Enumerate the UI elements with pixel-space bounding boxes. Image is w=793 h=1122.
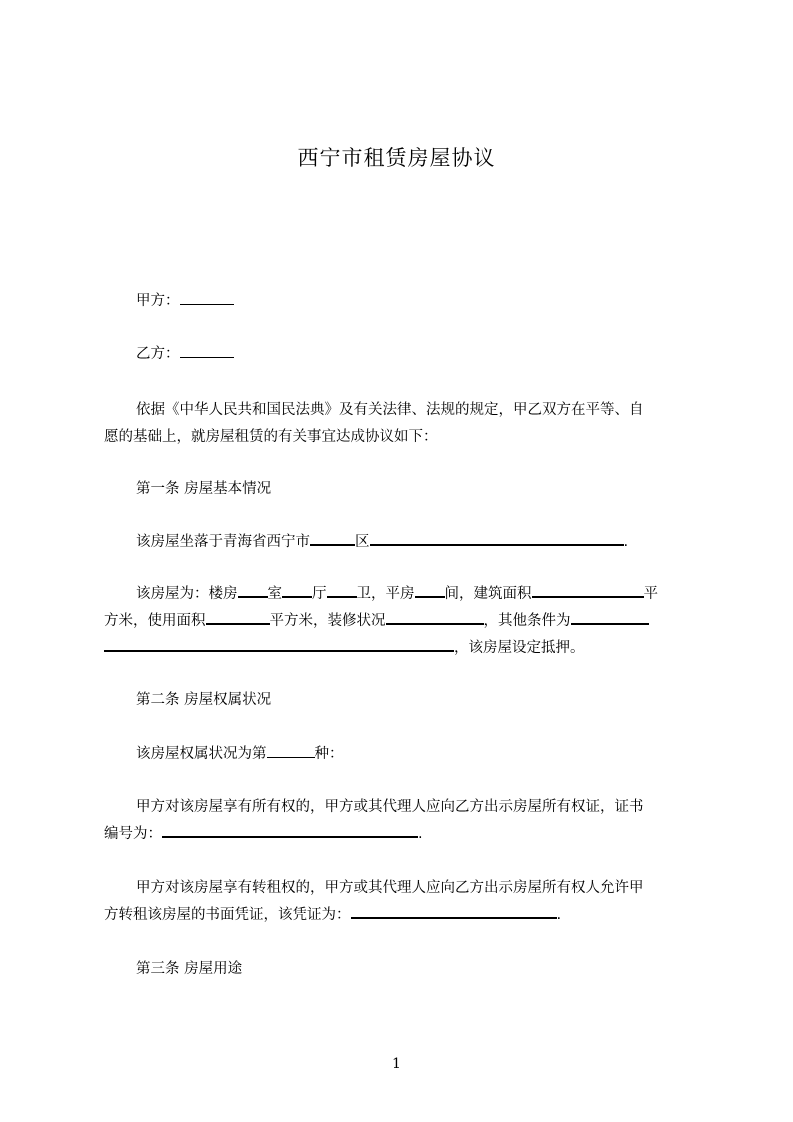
ownership-type-blank <box>267 743 315 758</box>
party-b-line <box>104 340 736 368</box>
article-2-heading: 第二条 房屋权属状况 <box>136 692 272 708</box>
location-prefix: 该房屋坐落于青海省西宁市 <box>136 534 310 550</box>
room-floor-blank <box>238 582 268 598</box>
sublease-line-2 <box>104 901 704 929</box>
owner-line-end: . <box>418 826 423 842</box>
ownership-suffix: 种： <box>314 746 344 762</box>
location-city-blank <box>310 530 355 546</box>
article-1-heading: 第一条 房屋基本情况 <box>136 481 272 497</box>
location-address-blank <box>370 530 624 546</box>
sublease-line-1: 甲方对该房屋享有转租权的，甲方或其代理人应向乙方出示房屋所有权人允许甲 <box>136 880 644 896</box>
usable-area-blank <box>206 609 270 625</box>
page-number: 1 <box>392 1056 401 1072</box>
sublease-line-end: . <box>556 907 562 923</box>
room-shi-label: 室 <box>267 586 282 602</box>
party-b-label: 乙方： <box>136 346 180 362</box>
decoration-blank <box>386 609 484 625</box>
room-jian-label: 间，建筑面积 <box>444 586 532 602</box>
room-bungalow-blank <box>415 582 445 598</box>
ownership-prefix: 该房屋权属状况为第 <box>136 746 267 762</box>
room-ping-label: 平 <box>643 586 658 602</box>
sublease-cert-label: 方转租该房屋的书面凭证，该凭证为： <box>104 907 351 923</box>
owner-cert-blank <box>162 822 418 838</box>
mortgage-suffix: ，该房屋设定抵押。 <box>454 640 585 656</box>
party-b-blank <box>180 343 234 358</box>
preamble-line-2: 愿的基础上，就房屋租赁的有关事宜达成协议如下： <box>104 429 438 445</box>
other-conditions-label: ，其他条件为 <box>483 613 571 629</box>
room-prefix: 该房屋为：楼房 <box>136 586 238 602</box>
article-3-heading: 第三条 房屋用途 <box>136 961 243 977</box>
building-area-blank <box>532 582 644 598</box>
room-ting-label: 厅 <box>312 586 327 602</box>
party-a-line <box>104 287 736 315</box>
room-line <box>104 580 736 608</box>
location-line <box>104 528 736 556</box>
preamble-line-1: 依据《中华人民共和国民法典》及有关法律、法规的规定，甲乙双方在平等、自 <box>136 402 644 418</box>
room-shi-blank <box>282 582 312 598</box>
other-conditions-blank-2 <box>104 636 454 652</box>
document-title: 西宁市租赁房屋协议 <box>297 146 496 170</box>
area-line <box>104 607 704 635</box>
room-ting-blank <box>327 582 357 598</box>
other-conditions-blank-1 <box>571 609 649 625</box>
owner-line-1: 甲方对该房屋享有所有权的，甲方或其代理人应向乙方出示房屋所有权证，证书 <box>136 799 644 815</box>
room-wei-label: 卫，平房 <box>356 586 415 602</box>
party-a-blank <box>180 290 234 305</box>
ownership-line <box>104 740 736 768</box>
mortgage-line <box>104 634 704 662</box>
area-prefix: 方米，使用面积 <box>104 613 206 629</box>
location-end: . <box>623 534 629 550</box>
area-unit-label: 平方米，装修状况 <box>269 613 386 629</box>
owner-line-2 <box>104 820 704 848</box>
sublease-cert-blank <box>351 903 557 919</box>
party-a-label: 甲方： <box>136 293 180 309</box>
location-district-label: 区 <box>355 534 370 550</box>
owner-cert-label: 编号为： <box>104 826 162 842</box>
